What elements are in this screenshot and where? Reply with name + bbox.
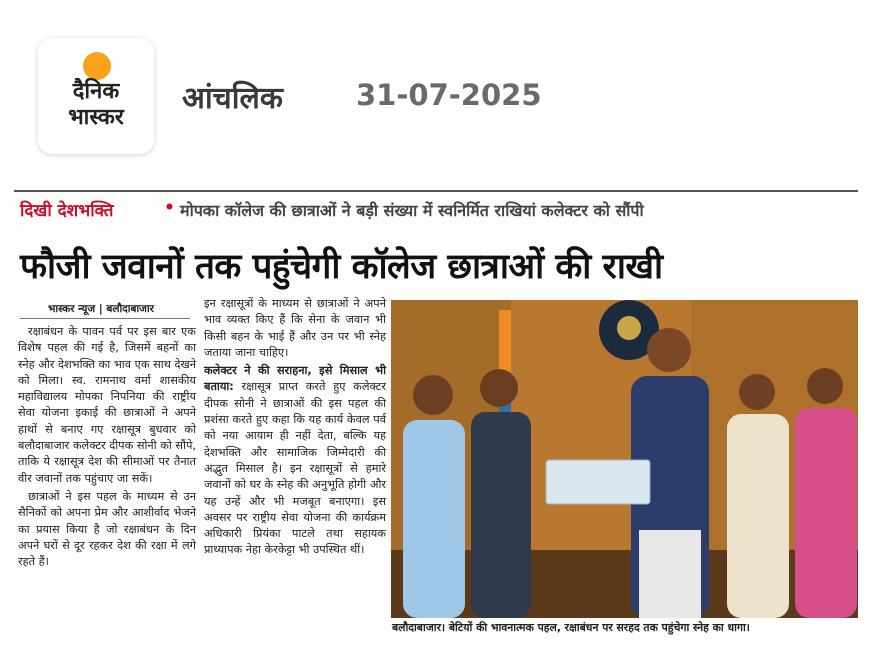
- col2-paragraph-2-text: रक्षासूत्र प्राप्त करते हुए कलेक्टर दीपक सोनी ने छात्राओं की इस पहल की प्रशंसा करते हुए कहा कि यह कार्य केवल पर्व को नया आयाम ही नहीं देता, बल्कि यह देशभक्ति और सामाजिक जिम्मेदारी की अद्भुत मिसाल है। इन रक्षासूत्रों से हमारे जवानों को घर के स्नेह की अनुभूति होगी और यह उन्हें और भी मजबूत बनाएगा। इस अवसर पर राष्ट्रीय सेवा योजना की कार्यक्रम अधिकारी प्रियंका पाटले तथा सहायक प्राध्यापक नेहा केरकेट्टा भी उपस्थित थीं।: [204, 380, 386, 557]
- subheadline: मोपका कॉलेज की छात्राओं ने बड़ी संख्या में स्वनिर्मित राखियां कलेक्टर को सौंपी: [180, 201, 644, 220]
- logo-text-line1: दैनिक: [72, 79, 120, 104]
- logo-sun-icon: [83, 52, 111, 80]
- col1-paragraph-1: रक्षाबंधन के पावन पर्व पर इस बार एक विशेष पहल की गई है, जिसमें बहनों का स्नेह और देशभक्ति का भाव एक साथ देखने को मिला। स्व. रामनाथ वर्मा शासकीय महाविद्यालय मोपका निपनिया की राष्ट्रीय सेवा योजना इकाई की छात्राओं ने अपने हाथों से बनाए गए रक्षासूत्र बुधवार को बलौदाबाजार कलेक्टर दीपक सोनी को सौंपे, ताकि ये रक्षासूत्र देश की सीमाओं पर तैनात वीर जवानों तक पहुंचाए जा सकें।: [18, 325, 196, 485]
- section-title: आंचलिक: [182, 81, 283, 116]
- col2-paragraph-1: इन रक्षासूत्रों के माध्यम से छात्राओं ने अपने भाव व्यक्त किए हैं कि सेना के जवान भी किसी बहन के भाई हैं और उन पर भी स्नेह जताया जाना चाहिए।: [204, 297, 386, 359]
- article-column-1: [18, 324, 196, 640]
- byline-rule: [20, 318, 190, 319]
- photo-illustration: [391, 300, 858, 618]
- news-clipping: [14, 190, 858, 645]
- logo-text-line2: भास्कर: [68, 105, 124, 130]
- photo-caption: बलौदाबाजार। बेटियों की भावनात्मक पहल, रक्षाबंधन पर सरहद तक पहुंचेगा स्नेह का धागा।: [392, 621, 750, 634]
- publish-date: 31-07-2025: [356, 78, 542, 112]
- byline: भास्कर न्यूज | बलौदाबाजार: [48, 303, 154, 315]
- headline: फौजी जवानों तक पहुंचेगी कॉलेज छात्राओं की राखी: [20, 247, 663, 287]
- col2-paragraph-2: [204, 363, 386, 559]
- article-column-2: [204, 296, 386, 640]
- col1-paragraph-2: छात्राओं ने इस पहल के माध्यम से उन सैनिकों को अपना प्रेम और आशीर्वाद भेजने का प्रयास किया है जो रक्षाबंधन के दिन अपने घरों से दूर रहकर देश की रक्षा में लगे रहते हैं।: [18, 489, 196, 569]
- top-rule: [14, 190, 858, 192]
- col2-subhead: कलेक्टर ने की सराहना, इसे मिसाल भी बताया:: [204, 364, 386, 394]
- news-photo: [391, 300, 858, 618]
- kicker: दिखी देशभक्ति: [20, 201, 114, 221]
- emblem-icon: [617, 316, 641, 340]
- rakhi-box: [546, 460, 650, 504]
- kicker-bullet: •: [164, 198, 175, 218]
- dainik-bhaskar-logo: [38, 38, 154, 154]
